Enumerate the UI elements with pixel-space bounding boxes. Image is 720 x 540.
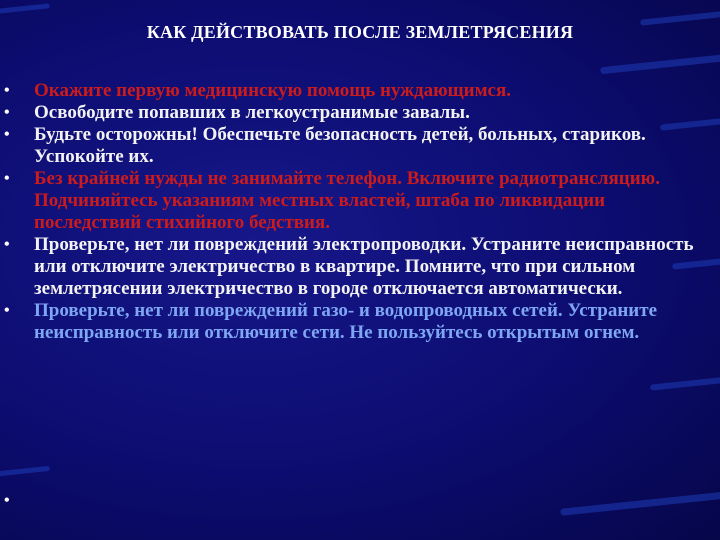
bullet-list [0,80,715,344]
list-item-text: Окажите первую медицинскую помощь нуждающимся. [34,80,512,101]
bullet-icon: • [4,170,10,187]
bullet-icon: • [4,126,10,143]
bullet-icon: • [4,82,10,99]
list-item-text: Без крайней нужды не занимайте телефон. Включите радиотрансляцию. Подчиняйтесь указаниям местных властей, штаба по ликвидации последствий стихийного бедствия. [34,168,660,233]
list-item [0,124,715,168]
list-item [0,300,715,344]
list-item-text: Проверьте, нет ли повреждений газо- и водопроводных сетей. Устраните неисправность или отключите сети. Не пользуйтесь открытым огнем. [34,300,658,343]
empty-bullet-icon: • [4,492,10,509]
list-item [0,168,715,234]
list-item-text: Будьте осторожны! Обеспечьте безопасность детей, больных, стариков. Успокойте их. [34,124,646,167]
bullet-icon: • [4,236,10,253]
bullet-icon: • [4,302,10,319]
list-item [0,234,715,300]
list-item-text: Освободите попавших в легкоустранимые завалы. [34,102,470,123]
bullet-icon: • [4,104,10,121]
slide-title: КАК ДЕЙСТВОВАТЬ ПОСЛЕ ЗЕМЛЕТРЯСЕНИЯ [146,22,574,42]
list-item [0,80,715,102]
list-item-text: Проверьте, нет ли повреждений электропроводки. Устраните неисправность или отключите электричество в квартире. Помните, что при сильном землетрясении электричество в городе отключается автоматически. [34,234,694,299]
list-item [0,102,715,124]
